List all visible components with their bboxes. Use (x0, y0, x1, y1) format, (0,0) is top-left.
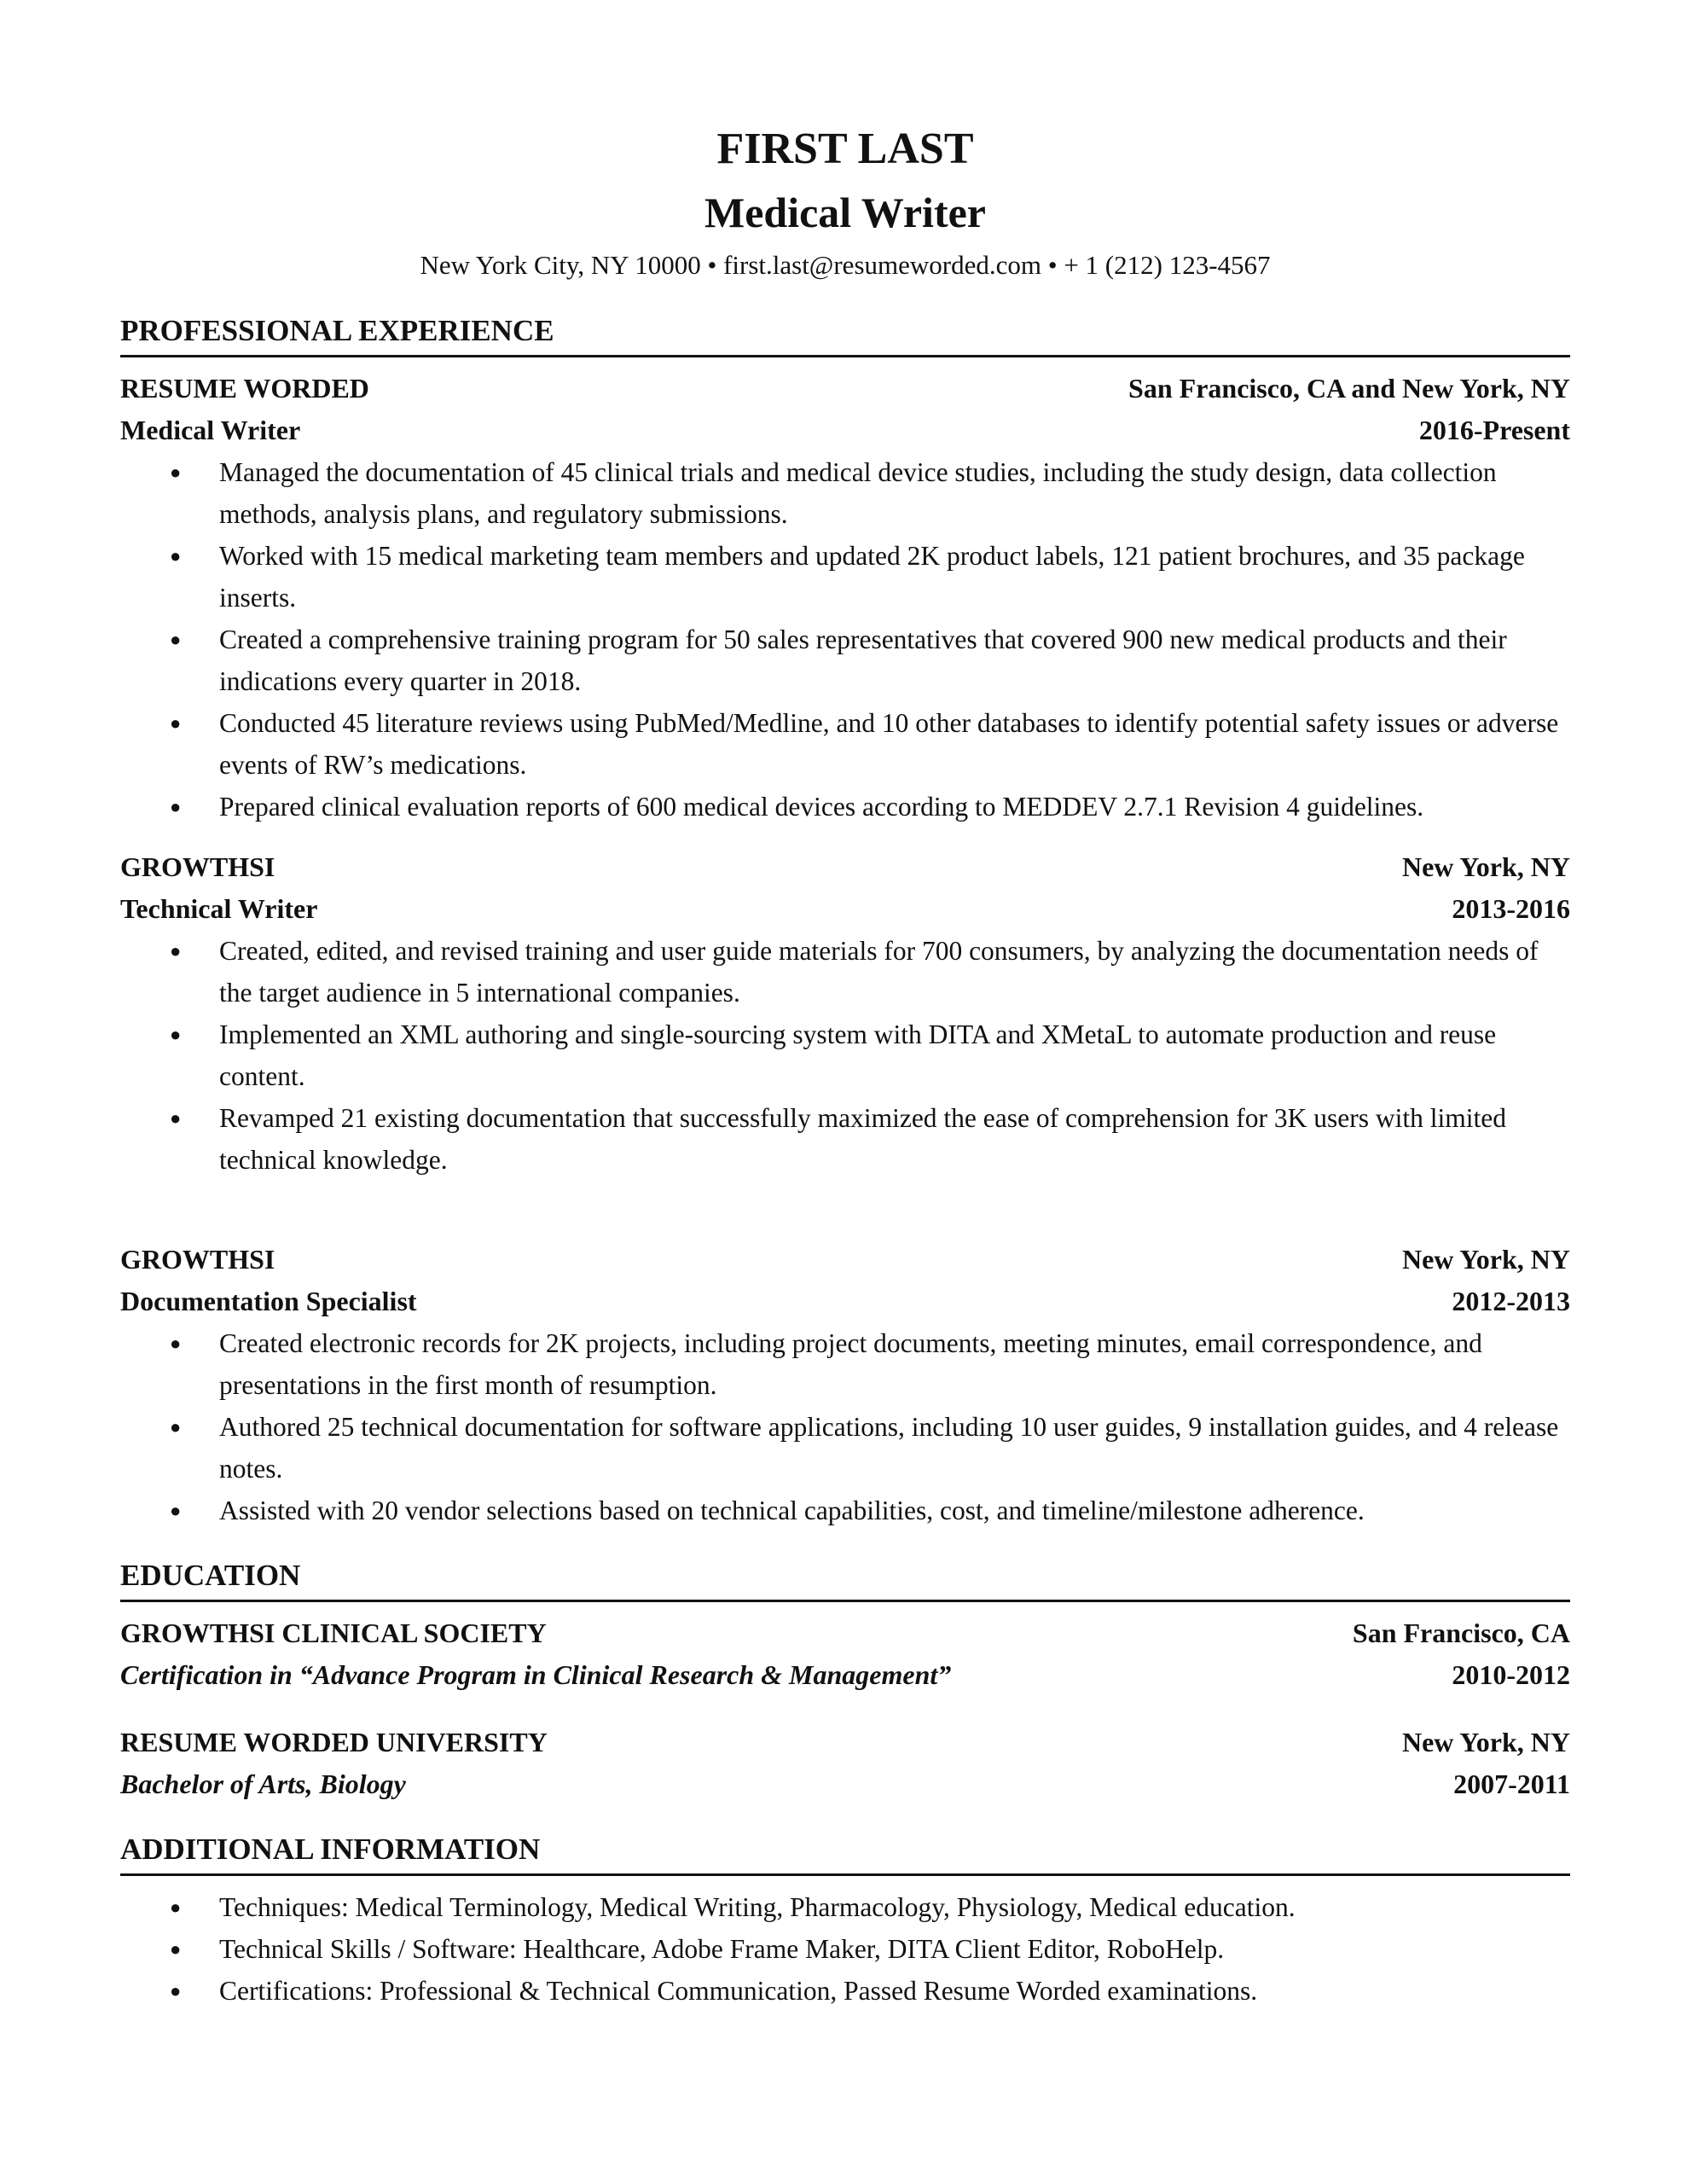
bullet-item: ● Conducted 45 literature reviews using PubMed/Medline, and 10 other databases to identify potential safety issues or adverse events of RW’s medications. (120, 702, 1570, 786)
job-role: Medical Writer (120, 415, 301, 445)
bullet-item: ● Worked with 15 medical marketing team members and updated 2K product labels, 121 patient brochures, and 35 package inserts. (120, 535, 1570, 619)
job-role-row (120, 1281, 1570, 1322)
job-role-row (120, 888, 1570, 930)
education-entry (120, 1612, 1570, 1696)
company-name: GROWTHSI (120, 1244, 275, 1275)
job-dates: 2016-Present (1418, 415, 1570, 445)
education-dates: 2007-2011 (1453, 1769, 1570, 1799)
section-heading-additional: ADDITIONAL INFORMATION (120, 1829, 1570, 1876)
bullet-item: ● Implemented an XML authoring and single-sourcing system with DITA and XMetaL to automate production and reuse content. (120, 1014, 1570, 1097)
candidate-name: FIRST LAST (716, 125, 974, 173)
education-header-row (120, 1612, 1570, 1654)
school-location: New York, NY (1401, 1727, 1570, 1757)
bullet-item: ● Authored 25 technical documentation for software applications, including 10 user guides, 9 installation guides, and 4 release notes. (120, 1406, 1570, 1490)
job-dates: 2013-2016 (1452, 893, 1570, 924)
additional-list (120, 1886, 1570, 2012)
bullet-item: ● Managed the documentation of 45 clinical trials and medical device studies, including the study design, data collection methods, analysis plans, and regulatory submissions. (120, 451, 1570, 535)
job-header-row (120, 1239, 1570, 1281)
bullet-item: ● Assisted with 20 vendor selections based on technical capabilities, cost, and timeline/milestone adherence. (120, 1490, 1570, 1531)
bullet-item: ● Techniques: Medical Terminology, Medical Writing, Pharmacology, Physiology, Medical education. (120, 1886, 1570, 1928)
bullet-item: ● Certifications: Professional & Technical Communication, Passed Resume Worded examinations. (120, 1970, 1570, 2012)
job-role: Documentation Specialist (120, 1286, 417, 1316)
company-name: GROWTHSI (120, 851, 275, 882)
job-bullets (120, 930, 1570, 1181)
job-header-row (120, 368, 1570, 410)
experience-list (120, 368, 1570, 1531)
resume-page (120, 0, 1570, 2012)
job-header-row (120, 846, 1570, 888)
job-bullets (120, 1322, 1570, 1531)
bullet-item: ● Created a comprehensive training program for 50 sales representatives that covered 900 new medical products and their indications every quarter in 2018. (120, 619, 1570, 702)
job-bullets (120, 451, 1570, 828)
job-role-row (120, 410, 1570, 451)
job-dates: 2012-2013 (1452, 1286, 1570, 1316)
school-name: RESUME WORDED UNIVERSITY (120, 1727, 548, 1757)
job-entry (120, 846, 1570, 1181)
education-list (120, 1612, 1570, 1805)
education-degree-row (120, 1763, 1570, 1805)
degree: Bachelor of Arts, Biology (120, 1769, 406, 1799)
job-location: San Francisco, CA and New York, NY (1128, 373, 1570, 404)
job-entry (120, 368, 1570, 828)
contact-line: New York City, NY 10000 • first.last@resumeworded.com • + 1 (212) 123-4567 (420, 250, 1271, 280)
education-header-row (120, 1722, 1570, 1763)
bullet-item: ● Technical Skills / Software: Healthcare, Adobe Frame Maker, DITA Client Editor, RoboHelp. (120, 1928, 1570, 1970)
job-location: New York, NY (1401, 1244, 1570, 1275)
school-location: San Francisco, CA (1352, 1618, 1570, 1648)
bullet-item: ● Prepared clinical evaluation reports of 600 medical devices according to MEDDEV 2.7.1 Revision 4 guidelines. (120, 786, 1570, 828)
degree: Certification in “Advance Program in Clinical Research & Management” (120, 1659, 952, 1690)
bullet-item: ● Revamped 21 existing documentation that successfully maximized the ease of comprehension for 3K users with limited technical knowledge. (120, 1097, 1570, 1181)
education-dates: 2010-2012 (1452, 1659, 1570, 1690)
candidate-title: Medical Writer (704, 189, 986, 236)
education-degree-row (120, 1654, 1570, 1696)
job-role: Technical Writer (120, 893, 318, 924)
school-name: GROWTHSI CLINICAL SOCIETY (120, 1618, 547, 1648)
bullet-item: ● Created, edited, and revised training and user guide materials for 700 consumers, by analyzing the documentation needs of the target audience in 5 international companies. (120, 930, 1570, 1014)
job-entry (120, 1239, 1570, 1531)
section-heading-education: EDUCATION (120, 1555, 1570, 1602)
bullet-item: ● Created electronic records for 2K projects, including project documents, meeting minutes, email correspondence, and presentations in the first month of resumption. (120, 1322, 1570, 1406)
education-entry (120, 1722, 1570, 1805)
job-location: New York, NY (1401, 851, 1570, 882)
section-heading-experience: PROFESSIONAL EXPERIENCE (120, 311, 1570, 357)
company-name: RESUME WORDED (120, 373, 369, 404)
